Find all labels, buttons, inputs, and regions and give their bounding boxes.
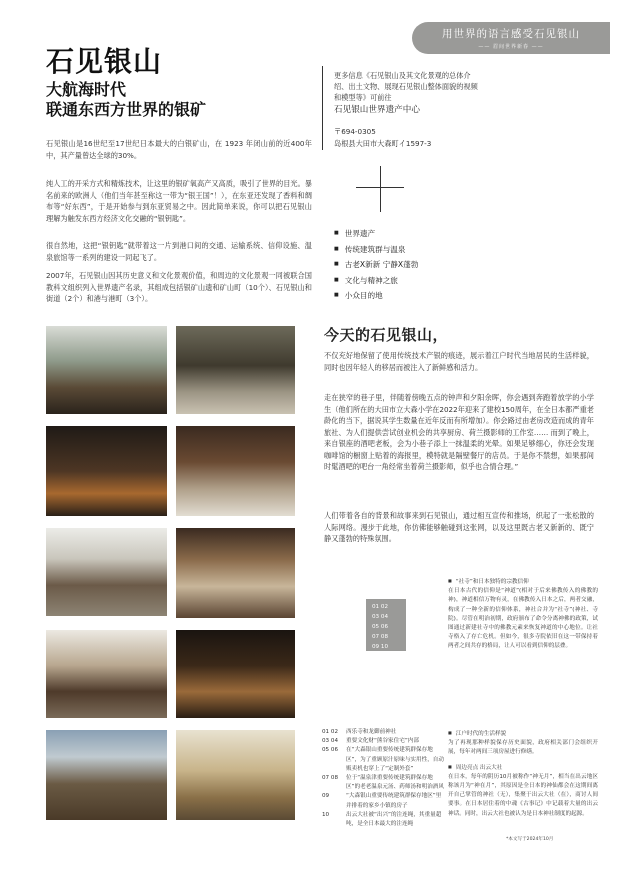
caption-number: 05 06 xyxy=(322,747,339,754)
photo-number-box xyxy=(366,599,406,651)
caption-number: 10 xyxy=(322,811,330,818)
note-heading: ■ 周边亮点 出云大社 xyxy=(448,762,598,773)
caption-row xyxy=(322,792,444,810)
temple-courtyard-photo xyxy=(46,326,167,414)
caption-number: 01 02 xyxy=(322,729,339,735)
plus-ornament-v xyxy=(380,166,381,212)
intro-paragraph-4: 2007年，石见银山因其历史意义和文化景观价值，和周边的文化景观一同被联合国教科文组织列入世界遗产名录，其组成包括银矿山遗和矿山町（10个）、石见银山和街道（2个）和港与港町（3个）。 xyxy=(46,271,312,303)
info-line-1: 更多信息《石见银山及其文化景观的总体介 xyxy=(334,71,471,80)
topic-item: ■ 传统建筑群与温泉 xyxy=(334,242,418,258)
note-text: 在日本，每年的阴历10月被称作“神无月”，相当在出云地区称该月为“神在月”，其原因是全日本的神仙都会在这期间离开自己掌管的神社（无），集聚于出云大社（在），商讨人间要事。在日本居住着的中魂《古事记》中记载着大量的出云神话。同时，出云大社也被认为是日本神社制度的起源。 xyxy=(448,773,598,817)
number-row: 09 10 xyxy=(372,644,389,650)
house-interior-photo xyxy=(176,426,295,516)
caption-row xyxy=(322,737,444,746)
number-row: 07 08 xyxy=(372,634,389,640)
caption-row xyxy=(322,728,444,737)
number-row: 05 06 xyxy=(372,624,389,630)
caption-text: 出云大社被“出兴”的注连绳，其重量超吨，是全日本最大的注连绳 xyxy=(346,811,442,828)
caption-row xyxy=(322,774,444,792)
info-institution: 石见银山世界遗产中心 xyxy=(334,105,420,115)
topic-item: ■ 世界遗产 xyxy=(334,226,418,242)
caption-text: 西乐寺和龙御前神社 xyxy=(346,729,397,735)
caption-number: 07 08 xyxy=(322,775,339,782)
caption-text: 重要文化财“熊谷家住宅”内部 xyxy=(346,738,419,745)
section-paragraph-2: 走在狭窄的巷子里，伴随着傍晚五点的钟声和夕阳余晖，你会遇到奔跑着放学的小学生（他们所在的大田市立大森小学在2022年迎来了建校150周年，在全日本都严重老龄化的当下，据说其学生数量在近年反而有所增加）。你会路过由老房改造而成的青年旅社、为人们提供尝试创业机会的共享厨房、荷兰摄影师的工作室…… 而到了晚上，来自银座的酒吧老板，会为小巷子添上一抹温柔的光晕。如果足够细心，你还会发现咖啡馆的橱窗上贴着的海报里，模特就是隔壁餐厅的店员。于是你不禁想，如果那间时髦酒吧的吧台一角经常坐着荷兰摄影师，似乎也合情合理。” xyxy=(324,393,594,471)
note-text: 为了再现那种样貌保存历史面貌，政府相关部门会组织开展，每年对两间三项房屋进行修缮。 xyxy=(448,740,598,756)
topic-list xyxy=(334,226,418,304)
subtitle-line-2: 联通东西方世界的银矿 xyxy=(46,100,207,119)
info-line-3: 和模型等》可前往 xyxy=(334,93,392,102)
caption-text: 位于“温泉津重要传统建筑群保存地区”的老老温泉元汤、药师汤和明治酒风 xyxy=(346,775,444,791)
info-block xyxy=(334,70,564,150)
caption-number: 03 04 xyxy=(322,738,339,745)
section-paragraph-3: 人们带着各自的背景和故事来到石见银山，通过相互宣传和推场，织起了一张松散的人际网络。漫步于此地，你仿佛能够触碰到这张网，以及这里既古老又新新的、既宁静又蓬勃的特殊氛围。 xyxy=(324,511,594,543)
notes-lower xyxy=(448,728,598,819)
note-text: 在日本古代的信仰是“神道”(相对于后来佛教传入的佛教的神)，神道相信万物有灵，在佛教传入日本之后，两者交融，构成了一种全新的信仰体系，神社合并为“社寺”(神社、寺院)。尽管在明治初期，政府颁布了命令分离神佛的政策，试图通过新建社寺中的佛教元素来恢复神道的中心地位。让社寺格入了存亡危机。但如今，很多寺院依旧在这一带保持着两者之间共存的格局，让人可以看到信仰的层叠。 xyxy=(448,588,598,650)
info-address: 岛根县大田市大森町イ1597-3 xyxy=(334,139,432,148)
info-postal: 〒694-0305 xyxy=(334,127,376,136)
number-row: 03 04 xyxy=(372,614,389,620)
caption-text: 在“大森银山重要传统建筑群保存地区”，为了重顾原汁原味与实用性，自动贩卖机也穿上了“定制外套” xyxy=(346,747,444,772)
footnote: *本文写于2024年10月 xyxy=(506,837,554,842)
subtitle-line-1: 大航海时代 xyxy=(46,80,127,99)
caption-row xyxy=(322,746,444,774)
intro-paragraph-3: 很自然地，这把“银钥匙”就带着这一片到港口间的交通、运输系统、信仰设施、温泉旅馆等一系列的建设一同起飞了。 xyxy=(46,241,312,262)
section-paragraph-1: 不仅充好地保留了使用传统技术产银的痕迹，展示着江户时代当地居民的生活样貌，同时也因年轻人的移居而被注入了新鲜感和活力。 xyxy=(324,351,594,372)
photo-captions xyxy=(322,728,444,829)
village-street-photo xyxy=(46,630,167,718)
info-divider xyxy=(322,66,323,150)
caption-text: “大森银山重要传统建筑群保存地区”里并排着的家乡小镇的房子 xyxy=(346,793,442,809)
page-title: 石见银山 xyxy=(46,45,163,78)
note-heading: ■ “社寺”和日本独特的宗教信仰 xyxy=(448,576,598,587)
shimenawa-rope-photo xyxy=(176,730,295,820)
intro-paragraph-2: 纯人工的开采方式和精炼技术，让这里的银矿氧高产又高质，吸引了世界的目光。暴名前来的欧洲人（他们当年甚至称这一带为“银王国”！），在东亚还发现了香料和绸布等“好东西”，于是开始参与到东亚贸易之中。因此简单来说，你可以把石见银山理解为触发东西方经济文化交融的“银钥匙”。 xyxy=(46,179,312,223)
vending-machine-photo xyxy=(176,528,295,618)
info-address-block xyxy=(334,126,564,150)
topic-item: ■ 古老X新新 宁静X蓬勃 xyxy=(334,257,418,273)
topic-item: ■ 文化与精神之旅 xyxy=(334,273,418,289)
caption-row xyxy=(322,811,444,829)
info-line-2: 绍、出土文物、展现石见银山整体面貌的视频 xyxy=(334,82,478,91)
number-row: 01 02 xyxy=(372,604,389,610)
section-title: 今天的石见银山， xyxy=(324,326,449,344)
topic-item: ■ 小众目的地 xyxy=(334,288,418,304)
shrine-gate-photo xyxy=(176,326,295,414)
caption-number: 09 xyxy=(322,793,330,800)
town-view-photo xyxy=(46,730,167,820)
lantern-interior-photo xyxy=(46,426,167,516)
old-street-photo xyxy=(46,528,167,616)
header-banner xyxy=(412,22,610,54)
note-heading: ■ 江户时代的生活样貌 xyxy=(448,728,598,739)
notes-shrine xyxy=(448,576,598,652)
banner-title: 用世界的语言感受石见银山 xyxy=(442,28,580,40)
banner-subtitle: —— 眉间世界新春 —— xyxy=(478,44,544,50)
intro-paragraph-1: 石见银山是16世纪至17世纪日本最大的白银矿山，在 1923 年闭山前的近400年中，其产量曾达全球的30%。 xyxy=(46,139,312,160)
onsen-lantern-photo xyxy=(176,630,295,718)
page-subtitle xyxy=(46,80,316,120)
